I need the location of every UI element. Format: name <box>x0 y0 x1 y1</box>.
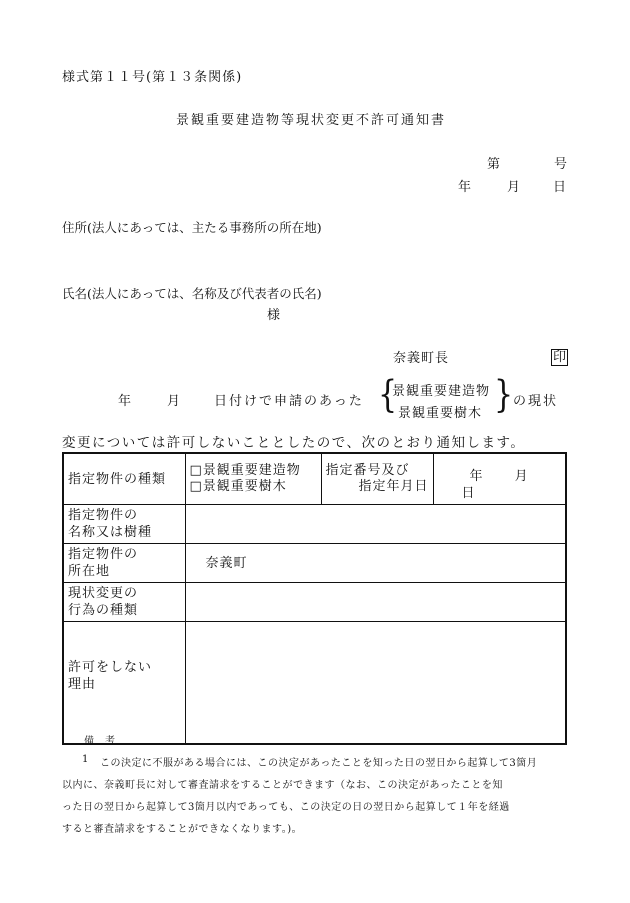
sender-title: 奈義町長 <box>393 351 450 366</box>
location-value[interactable]: 奈義町 <box>185 544 566 583</box>
checkbox-tree[interactable]: □景観重要樹木 <box>189 479 287 494</box>
table-row <box>63 583 566 622</box>
table-row <box>63 505 566 544</box>
location-label: 指定物件の 所在地 <box>63 544 185 583</box>
seal-text: 印 <box>553 350 567 365</box>
application-month: 月 <box>167 394 181 409</box>
form-number: 様式第１１号(第１３条関係) <box>62 70 243 85</box>
name-label: 氏名(法人にあっては、名称及び代表者の氏名) <box>62 286 322 301</box>
designation-label-cell <box>321 453 433 505</box>
note-line-3: った日の翌日から起算して3箇月以内であっても、この決定の日の翌日から起算して１年を経過 <box>62 802 510 813</box>
application-text: 日付けで申請のあった <box>214 394 364 409</box>
designation-table <box>62 452 567 745</box>
designation-date-cell[interactable] <box>433 453 566 505</box>
date-month: 月 <box>507 180 521 195</box>
application-suffix: の現状 <box>513 394 559 409</box>
right-brace: } <box>494 373 514 417</box>
designation-date-year: 年 <box>469 469 484 484</box>
type-options-cell <box>185 453 321 505</box>
option-tree: 景観重要樹木 <box>398 406 483 421</box>
application-year: 年 <box>118 394 132 409</box>
address-label: 住所(法人にあっては、主たる事務所の所在地) <box>62 220 322 235</box>
reason-value[interactable] <box>185 622 566 744</box>
reason-label: 許可をしない 理由 <box>63 622 185 744</box>
checkbox-building[interactable]: □景観重要建造物 <box>189 463 301 478</box>
left-brace: { <box>378 373 398 417</box>
type-label: 指定物件の種類 <box>63 453 185 505</box>
honorific: 様 <box>267 308 281 323</box>
table-row <box>63 622 566 744</box>
note-line-4: すると審査請求をすることができなくなります。)。 <box>62 824 303 835</box>
seal-mark <box>551 346 568 365</box>
designation-date-month: 月 <box>514 469 529 484</box>
designation-date-day: 日 <box>461 486 476 501</box>
note-number: 1 <box>82 754 89 765</box>
date-year: 年 <box>458 180 472 195</box>
doc-number-prefix: 第 <box>487 157 501 172</box>
action-type-label: 現状変更の 行為の種類 <box>63 583 185 622</box>
notes-heading: 備 考 <box>84 736 116 747</box>
note-line-2: 以内に、奈義町長に対して審査請求をすることができます（なお、この決定があったことを知 <box>62 780 503 791</box>
date-day: 日 <box>553 180 567 195</box>
note-line-1: この決定に不服がある場合には、この決定があったことを知った日の翌日から起算して3箇月 <box>100 758 538 769</box>
property-name-value[interactable] <box>185 505 566 544</box>
property-name-label: 指定物件の 名称又は樹種 <box>63 505 185 544</box>
action-type-value[interactable] <box>185 583 566 622</box>
document-title: 景観重要建造物等現状変更不許可通知書 <box>176 113 447 128</box>
designation-label-2: 指定年月日 <box>358 479 429 494</box>
table-row <box>63 453 566 505</box>
notice-line: 変更については許可しないこととしたので、次のとおり通知します。 <box>62 435 526 451</box>
option-building: 景観重要建造物 <box>392 384 491 399</box>
designation-label-1: 指定番号及び <box>325 463 410 478</box>
table-row <box>63 544 566 583</box>
doc-number-suffix: 号 <box>554 157 568 172</box>
